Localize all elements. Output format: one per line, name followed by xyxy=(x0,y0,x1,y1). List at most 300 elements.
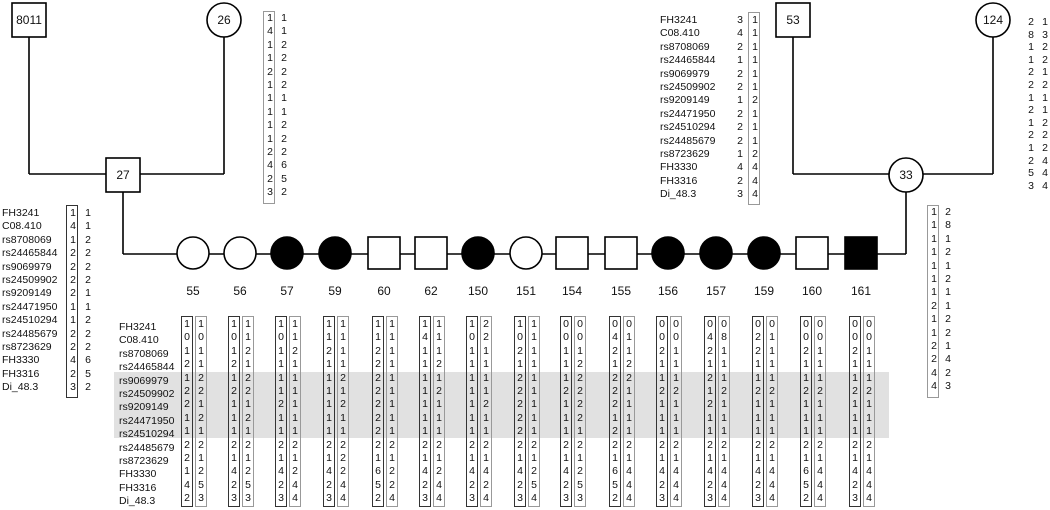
haplotype-allele: 2 xyxy=(852,344,858,357)
haplotype-allele: 1 xyxy=(245,425,251,438)
haplotype-allele: 4 xyxy=(769,465,775,478)
haplotype-allele: 2 xyxy=(612,398,618,411)
haplotype-allele: 1 xyxy=(817,358,823,371)
haplotype-allele: 1 xyxy=(245,398,251,411)
haplotype-allele: 2 xyxy=(245,411,251,424)
haplotype-allele: 1 xyxy=(85,300,91,313)
haplotype-allele: 4 xyxy=(1042,154,1048,167)
haplotype-allele: 2 xyxy=(755,331,761,344)
haplotype-allele: 1 xyxy=(931,259,937,272)
haplotype-allele: 1 xyxy=(945,299,951,312)
haplotype-allele: 0 xyxy=(517,331,523,344)
haplotype-allele: 1 xyxy=(326,425,332,438)
haplotype-allele: 2 xyxy=(436,438,442,451)
haplotype-allele: 4 xyxy=(483,492,489,505)
marker-label: C08.410 xyxy=(660,27,700,40)
haplotype-allele: 4 xyxy=(752,174,758,187)
haplotype-allele: 4 xyxy=(673,492,679,505)
haplotype-allele: 2 xyxy=(752,94,758,107)
haplotype-allele: 1 xyxy=(563,344,569,357)
individual-160 xyxy=(796,237,828,269)
haplotype-box xyxy=(433,316,445,507)
haplotype-allele: 1 xyxy=(267,119,273,132)
haplotype-allele: 5 xyxy=(803,478,809,491)
haplotype-allele: 1 xyxy=(755,452,761,464)
haplotype-allele: 2 xyxy=(737,40,743,53)
haplotype-allele: 2 xyxy=(184,358,190,371)
haplotype-allele: 1 xyxy=(721,371,727,384)
individual-57 xyxy=(271,237,303,269)
male-square xyxy=(845,237,877,269)
haplotype-allele: 1 xyxy=(1042,104,1048,117)
haplotype-allele: 1 xyxy=(852,358,858,371)
female-circle xyxy=(748,237,780,269)
haplotype-box xyxy=(275,316,287,507)
haplotype-allele: 2 xyxy=(70,247,76,260)
haplotype-allele: 2 xyxy=(531,438,537,451)
haplotype-allele: 2 xyxy=(659,385,665,397)
haplotype-allele: 5 xyxy=(85,367,91,380)
haplotype-allele: 1 xyxy=(626,331,632,344)
haplotype-allele: 1 xyxy=(389,425,395,438)
haplotype-allele: 2 xyxy=(375,371,381,384)
haplotype-allele: 1 xyxy=(70,314,76,327)
haplotype-allele: 2 xyxy=(931,340,937,352)
haplotype-allele: 1 xyxy=(659,371,665,384)
haplotype-allele: 1 xyxy=(326,331,332,344)
haplotype-allele: 1 xyxy=(1028,91,1034,104)
haplotype-allele: 2 xyxy=(945,313,951,326)
haplotype-allele: 2 xyxy=(852,478,858,491)
haplotype-allele: 1 xyxy=(769,452,775,464)
haplotype-allele: 1 xyxy=(375,318,381,330)
haplotype-allele: 4 xyxy=(866,465,872,478)
individual-56 xyxy=(224,237,256,269)
haplotype-allele: 1 xyxy=(945,286,951,299)
haplotype-allele: 1 xyxy=(70,300,76,313)
haplotype-allele: 1 xyxy=(483,371,489,384)
haplotype-allele: 0 xyxy=(198,331,204,344)
haplotype-allele: 1 xyxy=(531,344,537,357)
haplotype-allele: 1 xyxy=(340,411,346,424)
haplotype-allele: 1 xyxy=(483,385,489,397)
haplotype-allele: 2 xyxy=(278,398,284,411)
haplotype-allele: 1 xyxy=(375,331,381,344)
haplotype-allele: 1 xyxy=(673,371,679,384)
haplotype-allele: 2 xyxy=(931,299,937,312)
haplotype-box xyxy=(372,316,384,507)
haplotype-allele: 2 xyxy=(707,478,713,491)
haplotype-allele: 1 xyxy=(931,206,937,218)
haplotype-allele: 4 xyxy=(945,353,951,366)
haplotype-allele: 2 xyxy=(517,425,523,438)
offspring-id-label: 156 xyxy=(657,284,679,298)
haplotype-allele: 0 xyxy=(577,331,583,344)
haplotype-allele: 1 xyxy=(326,358,332,371)
haplotype-allele: 1 xyxy=(563,371,569,384)
haplotype-allele: 1 xyxy=(436,318,442,330)
offspring-id-label: 160 xyxy=(801,284,823,298)
haplotype-allele: 6 xyxy=(803,465,809,478)
haplotype-allele: 2 xyxy=(85,314,91,327)
haplotype-allele: 2 xyxy=(945,366,951,379)
haplotype-allele: 2 xyxy=(737,174,743,187)
individual-62 xyxy=(415,237,447,269)
haplotype-allele: 4 xyxy=(531,492,537,505)
haplotype-allele: 2 xyxy=(866,385,872,397)
haplotype-allele: 1 xyxy=(852,371,858,384)
haplotype-allele: 2 xyxy=(1028,66,1034,79)
haplotype-allele: 1 xyxy=(483,411,489,424)
marker-label: Di_48.3 xyxy=(119,495,156,508)
haplotype-allele: 1 xyxy=(626,452,632,464)
haplotype-allele: 1 xyxy=(483,344,489,357)
haplotype-allele: 5 xyxy=(1028,167,1034,180)
haplotype-allele: 2 xyxy=(852,438,858,451)
haplotype-allele: 1 xyxy=(278,385,284,397)
haplotype-allele: 1 xyxy=(469,411,475,424)
haplotype-allele: 2 xyxy=(577,385,583,397)
haplotype-allele: 2 xyxy=(612,344,618,357)
marker-label: rs24510294 xyxy=(660,121,716,134)
haplotype-allele: 1 xyxy=(769,371,775,384)
haplotype-allele: 2 xyxy=(612,438,618,451)
haplotype-allele: 4 xyxy=(292,478,298,491)
haplotype-allele: 1 xyxy=(752,40,758,53)
haplotype-allele: 1 xyxy=(436,371,442,384)
haplotype-allele: 1 xyxy=(659,425,665,438)
haplotype-allele: 1 xyxy=(422,385,428,397)
haplotype-allele: 1 xyxy=(659,398,665,411)
haplotype-allele: 4 xyxy=(752,188,758,201)
haplotype-allele: 1 xyxy=(817,371,823,384)
offspring-id-label: 151 xyxy=(515,284,537,298)
marker-label: FH3241 xyxy=(119,321,157,333)
individual-159 xyxy=(748,237,780,269)
haplotype-allele: 1 xyxy=(436,411,442,424)
haplotype-allele: 2 xyxy=(281,38,287,51)
female-circle xyxy=(271,237,303,269)
haplotype-allele: 2 xyxy=(1028,154,1034,167)
haplotype-allele: 1 xyxy=(436,452,442,464)
haplotype-allele: 1 xyxy=(803,452,809,464)
haplotype-allele: 8 xyxy=(945,219,951,232)
haplotype-allele: 2 xyxy=(803,492,809,505)
haplotype-allele: 1 xyxy=(707,385,713,397)
haplotype-allele: 1 xyxy=(267,52,273,65)
haplotype-allele: 1 xyxy=(340,425,346,438)
haplotype-allele: 2 xyxy=(389,438,395,451)
haplotype-allele: 5 xyxy=(281,172,287,185)
haplotype-allele: 5 xyxy=(531,478,537,491)
haplotype-allele: 0 xyxy=(612,318,618,330)
haplotype-allele: 4 xyxy=(673,465,679,478)
marker-label: rs8723629 xyxy=(2,341,52,353)
haplotype-allele: 4 xyxy=(326,465,332,478)
haplotype-allele: 1 xyxy=(483,358,489,371)
haplotype-allele: 1 xyxy=(752,134,758,147)
haplotype-allele: 5 xyxy=(198,478,204,491)
haplotype-allele: 1 xyxy=(673,425,679,438)
haplotype-allele: 1 xyxy=(755,411,761,424)
haplotype-allele: 2 xyxy=(707,398,713,411)
haplotype-box xyxy=(337,316,349,507)
haplotype-allele: 1 xyxy=(931,246,937,259)
haplotype-allele: 4 xyxy=(755,465,761,478)
haplotype-allele: 1 xyxy=(198,452,204,464)
haplotype-allele: 1 xyxy=(292,331,298,344)
haplotype-allele: 1 xyxy=(483,452,489,464)
haplotype-allele: 2 xyxy=(70,341,76,353)
haplotype-allele: 1 xyxy=(231,344,237,357)
haplotype-allele: 1 xyxy=(531,318,537,330)
haplotype-allele: 4 xyxy=(292,492,298,505)
male-square xyxy=(556,237,588,269)
marker-label: rs24509902 xyxy=(2,274,58,286)
haplotype-allele: 1 xyxy=(436,331,442,344)
haplotype-allele: 1 xyxy=(721,425,727,438)
haplotype-allele: 0 xyxy=(852,331,858,344)
haplotype-allele: 1 xyxy=(626,425,632,438)
offspring-id-label: 59 xyxy=(328,284,342,298)
female-circle xyxy=(177,237,209,269)
haplotype-allele: 5 xyxy=(245,478,251,491)
haplotype-allele: 5 xyxy=(375,478,381,491)
haplotype-allele: 1 xyxy=(231,371,237,384)
haplotype-allele: 1 xyxy=(1042,91,1048,104)
haplotype-allele: 2 xyxy=(673,438,679,451)
haplotype-allele: 2 xyxy=(531,465,537,478)
male-square xyxy=(415,237,447,269)
haplotype-allele: 6 xyxy=(612,465,618,478)
individual-8011 xyxy=(12,3,46,37)
haplotype-box xyxy=(514,316,526,507)
haplotype-allele: 1 xyxy=(563,398,569,411)
haplotype-allele: 1 xyxy=(517,452,523,464)
haplotype-allele: 4 xyxy=(436,492,442,505)
haplotype-box xyxy=(228,316,240,507)
haplotype-allele: 1 xyxy=(563,411,569,424)
haplotype-allele: 2 xyxy=(612,425,618,438)
haplotype-allele: 1 xyxy=(267,12,273,24)
haplotype-allele: 2 xyxy=(436,385,442,397)
haplotype-allele: 2 xyxy=(281,52,287,65)
haplotype-allele: 2 xyxy=(85,260,91,273)
haplotype-allele: 1 xyxy=(931,232,937,245)
haplotype-allele: 4 xyxy=(278,465,284,478)
haplotype-allele: 2 xyxy=(198,385,204,397)
haplotype-allele: 2 xyxy=(231,358,237,371)
haplotype-allele: 1 xyxy=(817,411,823,424)
individual-124 xyxy=(976,3,1010,37)
haplotype-allele: 1 xyxy=(231,398,237,411)
offspring-id-label: 57 xyxy=(280,284,294,298)
individual-id: 8011 xyxy=(16,13,42,27)
haplotype-allele: 1 xyxy=(737,148,743,160)
haplotype-allele: 0 xyxy=(278,331,284,344)
haplotype-allele: 4 xyxy=(707,465,713,478)
haplotype-allele: 1 xyxy=(769,358,775,371)
haplotype-allele: 1 xyxy=(469,344,475,357)
haplotype-allele: 1 xyxy=(389,411,395,424)
haplotype-allele: 1 xyxy=(752,107,758,120)
haplotype-allele: 3 xyxy=(945,380,951,393)
haplotype-allele: 0 xyxy=(803,318,809,330)
haplotype-allele: 3 xyxy=(267,186,273,199)
haplotype-allele: 2 xyxy=(85,341,91,353)
haplotype-allele: 2 xyxy=(281,79,287,91)
haplotype-box xyxy=(814,316,826,507)
haplotype-allele: 2 xyxy=(184,438,190,451)
haplotype-allele: 3 xyxy=(198,492,204,505)
haplotype-allele: 1 xyxy=(721,452,727,464)
haplotype-allele: 2 xyxy=(707,371,713,384)
haplotype-allele: 2 xyxy=(184,492,190,505)
haplotype-allele: 2 xyxy=(70,260,76,273)
haplotype-allele: 2 xyxy=(245,385,251,397)
haplotype-allele: 4 xyxy=(721,465,727,478)
haplotype-allele: 1 xyxy=(707,358,713,371)
haplotype-allele: 1 xyxy=(612,358,618,371)
haplotype-allele: 2 xyxy=(517,398,523,411)
haplotype-box xyxy=(242,316,254,507)
offspring-id-label: 155 xyxy=(610,284,632,298)
haplotype-allele: 2 xyxy=(375,425,381,438)
haplotype-allele: 1 xyxy=(1042,66,1048,79)
haplotype-allele: 1 xyxy=(85,287,91,300)
haplotype-allele: 1 xyxy=(707,411,713,424)
haplotype-allele: 1 xyxy=(278,425,284,438)
haplotype-allele: 4 xyxy=(673,478,679,491)
haplotype-allele: 1 xyxy=(769,344,775,357)
haplotype-allele: 1 xyxy=(292,452,298,464)
haplotype-allele: 3 xyxy=(577,492,583,505)
haplotype-allele: 3 xyxy=(1028,179,1034,192)
haplotype-allele: 2 xyxy=(755,438,761,451)
haplotype-allele: 1 xyxy=(292,318,298,330)
haplotype-allele: 1 xyxy=(707,452,713,464)
female-circle xyxy=(319,237,351,269)
haplotype-allele: 1 xyxy=(389,358,395,371)
haplotype-allele: 1 xyxy=(389,398,395,411)
haplotype-allele: 2 xyxy=(245,344,251,357)
individual-151 xyxy=(510,237,542,269)
haplotype-allele: 2 xyxy=(340,371,346,384)
haplotype-allele: 1 xyxy=(752,54,758,67)
haplotype-allele: 1 xyxy=(198,425,204,438)
haplotype-allele: 1 xyxy=(422,452,428,464)
haplotype-allele: 2 xyxy=(70,287,76,300)
haplotype-allele: 1 xyxy=(531,371,537,384)
haplotype-allele: 2 xyxy=(755,385,761,397)
female-circle xyxy=(652,237,684,269)
marker-label: rs24510294 xyxy=(2,314,58,327)
haplotype-allele: 2 xyxy=(803,438,809,451)
haplotype-allele: 2 xyxy=(737,134,743,147)
haplotype-allele: 1 xyxy=(755,358,761,371)
haplotype-allele: 1 xyxy=(326,411,332,424)
haplotype-allele: 1 xyxy=(931,286,937,299)
haplotype-allele: 4 xyxy=(184,478,190,491)
haplotype-allele: 1 xyxy=(1028,41,1034,54)
haplotype-allele: 1 xyxy=(422,371,428,384)
individual-27 xyxy=(106,158,140,192)
haplotype-allele: 1 xyxy=(422,425,428,438)
haplotype-allele: 2 xyxy=(563,478,569,491)
haplotype-allele: 2 xyxy=(326,438,332,451)
haplotype-allele: 2 xyxy=(721,438,727,451)
haplotype-allele: 2 xyxy=(267,172,273,185)
haplotype-allele: 2 xyxy=(292,344,298,357)
haplotype-box xyxy=(670,316,682,507)
haplotype-allele: 1 xyxy=(945,259,951,272)
haplotype-allele: 2 xyxy=(659,478,665,491)
haplotype-allele: 1 xyxy=(292,371,298,384)
haplotype-allele: 1 xyxy=(292,411,298,424)
haplotype-allele: 0 xyxy=(755,318,761,330)
haplotype-allele: 1 xyxy=(769,398,775,411)
haplotype-allele: 2 xyxy=(517,371,523,384)
marker-label: FH3330 xyxy=(119,468,157,481)
haplotype-allele: 4 xyxy=(626,465,632,478)
haplotype-allele: 1 xyxy=(70,233,76,246)
haplotype-allele: 2 xyxy=(469,438,475,451)
haplotype-allele: 1 xyxy=(231,425,237,438)
haplotype-allele: 2 xyxy=(281,186,287,199)
haplotype-allele: 2 xyxy=(755,478,761,491)
haplotype-box xyxy=(656,316,668,507)
haplotype-allele: 1 xyxy=(673,358,679,371)
haplotype-allele: 2 xyxy=(1028,129,1034,142)
marker-label: FH3316 xyxy=(660,174,698,187)
haplotype-allele: 1 xyxy=(531,331,537,344)
individual-60 xyxy=(368,237,400,269)
haplotype-allele: 1 xyxy=(577,344,583,357)
haplotype-allele: 2 xyxy=(198,371,204,384)
haplotype-allele: 1 xyxy=(292,385,298,397)
haplotype-allele: 4 xyxy=(422,465,428,478)
haplotype-allele: 2 xyxy=(673,385,679,397)
haplotype-allele: 2 xyxy=(483,478,489,491)
haplotype-allele: 2 xyxy=(375,398,381,411)
haplotype-allele: 2 xyxy=(375,344,381,357)
haplotype-allele: 4 xyxy=(659,465,665,478)
haplotype-allele: 1 xyxy=(281,92,287,105)
haplotype-allele: 1 xyxy=(422,318,428,330)
offspring-id-label: 154 xyxy=(561,284,583,298)
haplotype-allele: 2 xyxy=(483,318,489,330)
haplotype-allele: 2 xyxy=(184,398,190,411)
haplotype-allele: 1 xyxy=(817,452,823,464)
haplotype-allele: 0 xyxy=(673,331,679,344)
haplotype-allele: 2 xyxy=(281,146,287,158)
haplotype-allele: 1 xyxy=(866,358,872,371)
haplotype-allele: 2 xyxy=(231,478,237,491)
haplotype-allele: 2 xyxy=(340,452,346,464)
haplotype-allele: 1 xyxy=(707,425,713,438)
male-square xyxy=(605,237,637,269)
haplotype-allele: 3 xyxy=(70,381,76,394)
haplotype-allele: 2 xyxy=(1028,104,1034,117)
haplotype-allele: 2 xyxy=(517,344,523,357)
haplotype-allele: 4 xyxy=(612,331,618,344)
haplotype-allele: 1 xyxy=(278,318,284,330)
haplotype-allele: 4 xyxy=(267,159,273,172)
haplotype-allele: 1 xyxy=(85,207,91,219)
haplotype-allele: 0 xyxy=(469,331,475,344)
haplotype-allele: 2 xyxy=(326,344,332,357)
haplotype-allele: 1 xyxy=(673,398,679,411)
